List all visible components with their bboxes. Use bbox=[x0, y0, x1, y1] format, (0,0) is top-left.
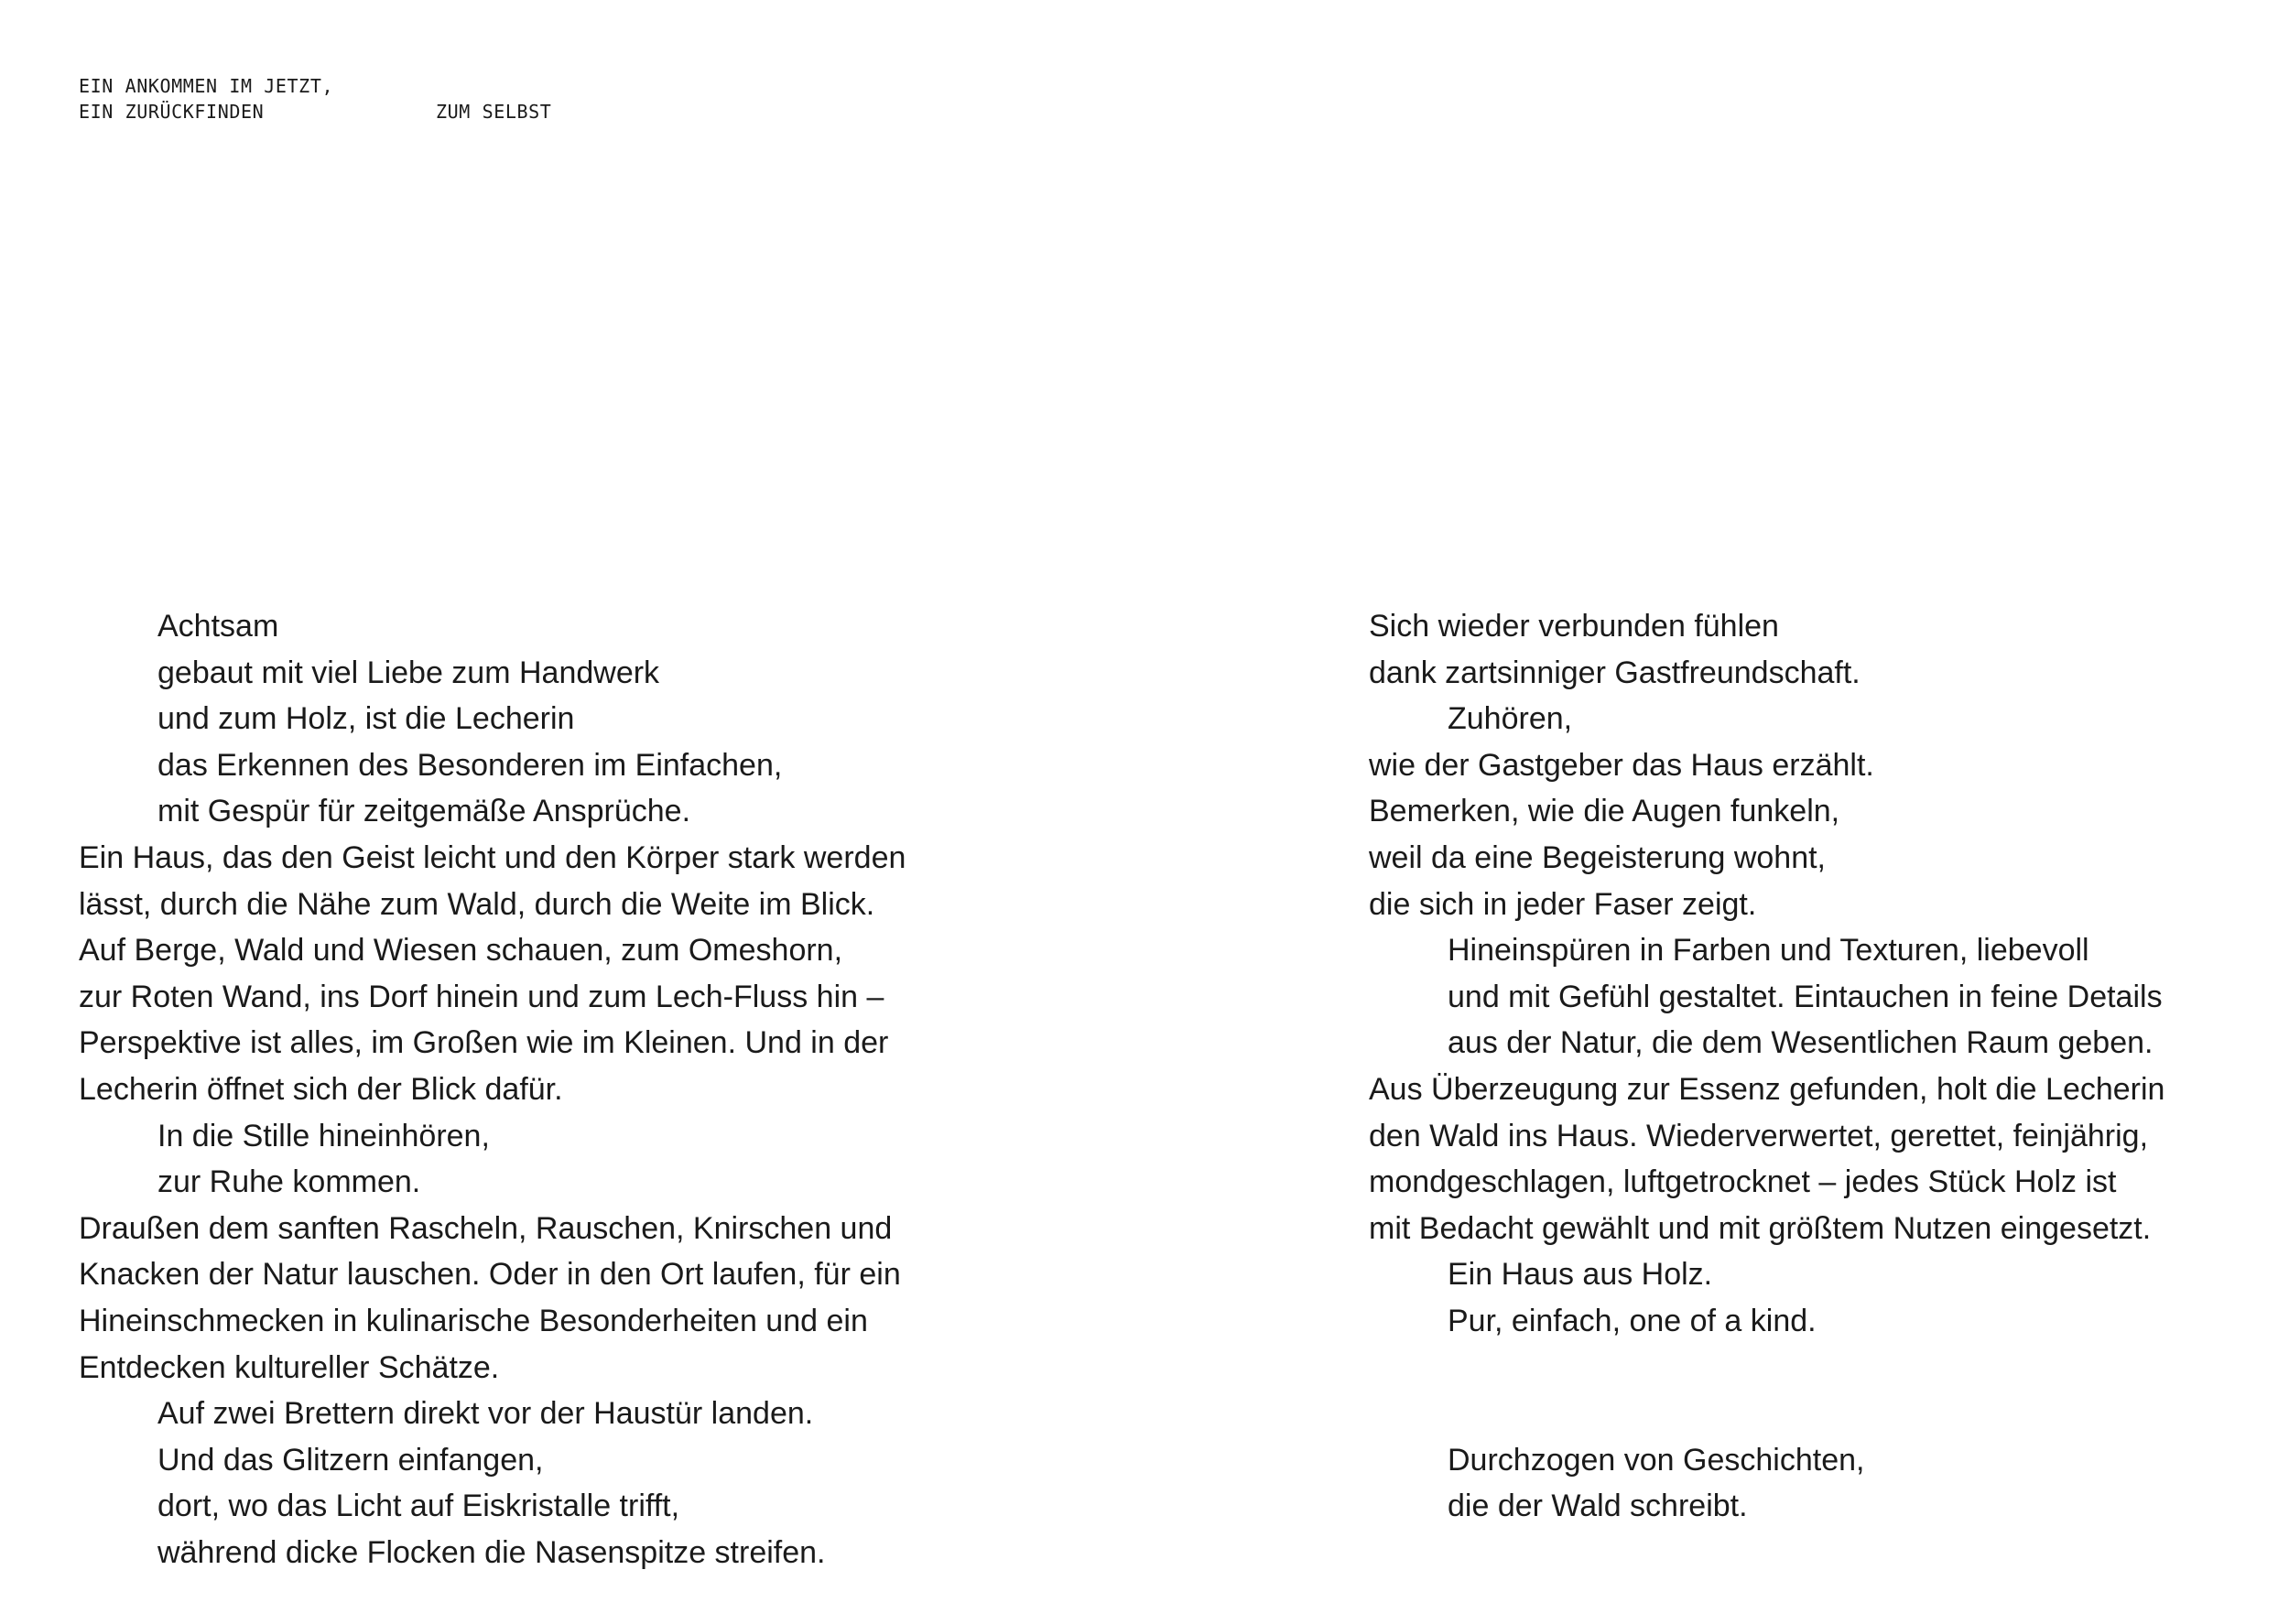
text-line: Lecherin öffnet sich der Blick dafür. bbox=[79, 1071, 563, 1107]
text-line: mondgeschlagen, luftgetrocknet – jedes Stück Holz ist bbox=[1369, 1164, 2117, 1200]
paragraph-gap bbox=[1369, 1345, 2164, 1437]
text-line: dank zartsinniger Gastfreundschaft. bbox=[1369, 655, 1860, 690]
header-line-1-text: EIN ANKOMMEN IM JETZT, bbox=[79, 75, 334, 97]
text-line: die sich in jeder Faser zeigt. bbox=[1369, 886, 1757, 922]
right-text-column bbox=[1369, 603, 2164, 1530]
text-line: Zuhören, bbox=[1448, 701, 1573, 737]
text-line: Auf Berge, Wald und Wiesen schauen, zum Omeshorn, bbox=[79, 933, 843, 969]
text-line: und mit Gefühl gestaltet. Eintauchen in feine Details bbox=[1448, 979, 2163, 1014]
text-line: dort, wo das Licht auf Eiskristalle trifft, bbox=[157, 1489, 680, 1524]
text-line: Hineinspüren in Farben und Texturen, liebevoll bbox=[1448, 933, 2089, 969]
page-header bbox=[79, 73, 552, 125]
left-text-column bbox=[79, 603, 906, 1575]
text-line: gebaut mit viel Liebe zum Handwerk bbox=[157, 655, 660, 690]
text-line: lässt, durch die Nähe zum Wald, durch die Weite im Blick. bbox=[79, 886, 875, 922]
text-line: und zum Holz, ist die Lecherin bbox=[157, 701, 575, 737]
header-line-2-left: EIN ZURÜCKFINDEN bbox=[79, 101, 265, 123]
text-line: zur Roten Wand, ins Dorf hinein und zum Lech-Fluss hin – bbox=[79, 979, 884, 1014]
text-line: wie der Gastgeber das Haus erzählt. bbox=[1369, 747, 1874, 783]
text-line: mit Bedacht gewählt und mit größtem Nutzen eingesetzt. bbox=[1369, 1210, 2152, 1246]
text-line: Auf zwei Brettern direkt vor der Haustür landen. bbox=[157, 1396, 814, 1432]
text-line: Entdecken kultureller Schätze. bbox=[79, 1349, 500, 1385]
text-line: Draußen dem sanften Rascheln, Rauschen, Knirschen und bbox=[79, 1210, 893, 1246]
text-line: die der Wald schreibt. bbox=[1448, 1489, 1748, 1524]
text-line: Achtsam bbox=[157, 609, 279, 644]
text-line: Und das Glitzern einfangen, bbox=[157, 1442, 544, 1478]
header-line-2 bbox=[79, 99, 552, 125]
header-line-1 bbox=[79, 73, 333, 99]
text-line: Durchzogen von Geschichten, bbox=[1448, 1442, 1865, 1478]
text-line: zur Ruhe kommen. bbox=[157, 1164, 421, 1200]
header-line-2-right: ZUM SELBST bbox=[436, 101, 552, 123]
text-line: den Wald ins Haus. Wiederverwertet, gerettet, feinjährig, bbox=[1369, 1118, 2149, 1153]
text-line: Sich wieder verbunden fühlen bbox=[1369, 609, 1779, 644]
text-line: Bemerken, wie die Augen funkeln, bbox=[1369, 794, 1840, 829]
text-line: Perspektive ist alles, im Großen wie im Kleinen. Und in der bbox=[79, 1025, 889, 1061]
text-line: mit Gespür für zeitgemäße Ansprüche. bbox=[157, 794, 691, 829]
text-line: Aus Überzeugung zur Essenz gefunden, holt die Lecherin bbox=[1369, 1071, 2165, 1107]
text-line: aus der Natur, die dem Wesentlichen Raum geben. bbox=[1448, 1025, 2153, 1061]
text-line: Ein Haus, das den Geist leicht und den Körper stark werden bbox=[79, 839, 906, 875]
text-line: Knacken der Natur lauschen. Oder in den Ort laufen, für ein bbox=[79, 1257, 901, 1293]
text-line: Pur, einfach, one of a kind. bbox=[1448, 1303, 1817, 1338]
text-line: weil da eine Begeisterung wohnt, bbox=[1369, 839, 1826, 875]
text-line: Ein Haus aus Holz. bbox=[1448, 1257, 1713, 1293]
text-line: Hineinschmecken in kulinarische Besonderheiten und ein bbox=[79, 1303, 868, 1338]
text-line: das Erkennen des Besonderen im Einfachen, bbox=[157, 747, 783, 783]
text-line: In die Stille hineinhören, bbox=[157, 1118, 490, 1153]
text-line: während dicke Flocken die Nasenspitze streifen. bbox=[157, 1534, 826, 1570]
